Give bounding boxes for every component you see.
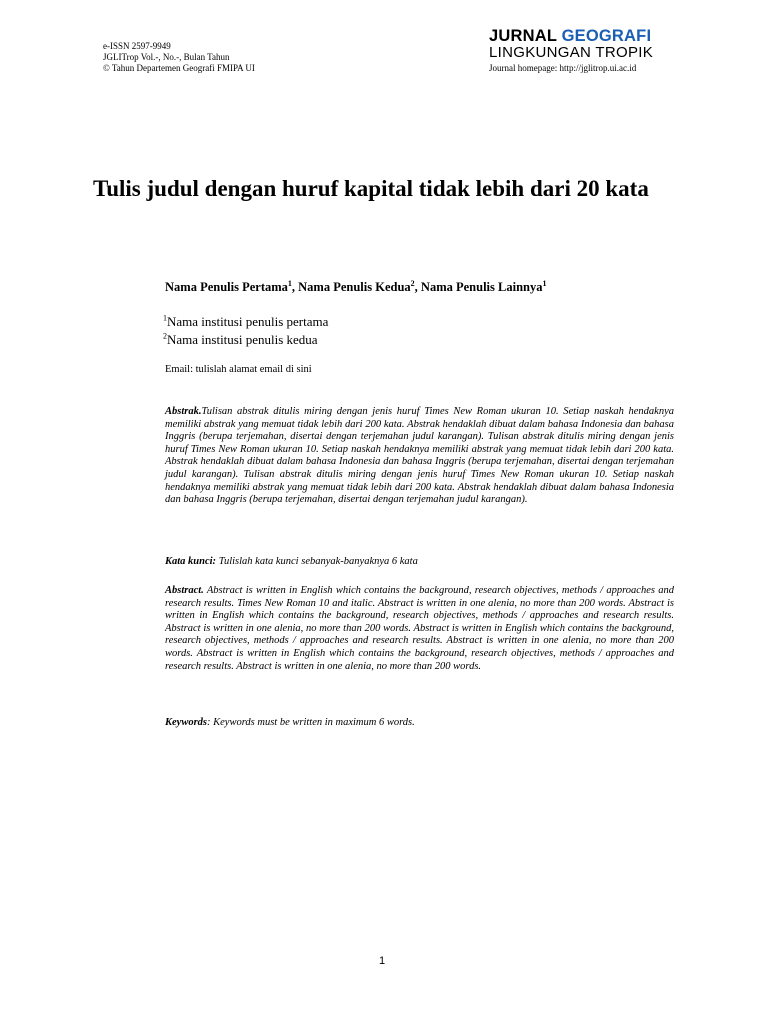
article-title: Tulis judul dengan huruf kapital tidak lebih dari 20 kata: [93, 176, 649, 201]
keywords-label: Keywords: [165, 717, 207, 728]
journal-logo: [489, 27, 679, 61]
logo-title-part1: JURNAL: [489, 27, 557, 45]
author-list: [165, 280, 546, 295]
keywords-text: : Keywords must be written in maximum 6 words.: [207, 717, 415, 728]
kata-kunci-text: Tulislah kata kunci sebanyak-banyaknya 6 kata: [216, 556, 418, 567]
author-name: Nama Penulis Lainnya: [420, 280, 543, 294]
abstrak-label: Abstrak.: [165, 406, 202, 417]
kata-kunci-label: Kata kunci:: [165, 556, 217, 567]
volume-text: JGLITrop Vol.-, No.-, Bulan Tahun: [103, 52, 230, 62]
kata-kunci: [165, 556, 674, 567]
logo-title-part2: GEOGRAFI: [561, 27, 652, 45]
author-email: Email: tulislah alamat email di sini: [165, 364, 312, 375]
author-separator: ,: [291, 280, 299, 294]
keywords: [165, 717, 674, 728]
affiliation-name: Nama institusi penulis pertama: [167, 314, 329, 329]
author-affiliation-mark: 1: [287, 278, 292, 288]
journal-meta: [103, 41, 255, 74]
author-name: Nama Penulis Kedua: [298, 280, 411, 294]
abstract-text: Abstract is written in English which contains the background, research objectives, methods / approaches and research results. Times New Roman 10 and italic. Abstract is written in one alenia, no more than 200 words. Abstract is written in English which contains the background, research objectives, methods / approaches and research results. Abstract is written in one alenia, no more than 200 words. Abstract is written in English which contains the background, research objectives, methods / approaches and research results. Abstract is written in one alenia, no more than 200 words. Abstract is written in English which contains the background, research objectives, methods / approaches and research results. Abstract is written in one alenia, no more than 200 words.: [165, 585, 674, 672]
affiliation-name: Nama institusi penulis kedua: [167, 332, 318, 347]
abstract-label: Abstract.: [165, 585, 204, 596]
affiliation-item: [163, 332, 318, 348]
issn-text: e-ISSN 2597-9949: [103, 41, 171, 51]
affiliation-mark: 1: [163, 313, 167, 323]
author-separator: ,: [414, 280, 421, 294]
author-affiliation-mark: 1: [542, 278, 547, 288]
logo-title: [489, 27, 679, 45]
author-name: Nama Penulis Pertama: [165, 280, 288, 294]
affiliation-mark: 2: [163, 331, 167, 341]
abstrak-paragraph: [165, 406, 674, 507]
abstrak-text: Tulisan abstrak ditulis miring dengan jenis huruf Times New Roman ukuran 10. Setiap naskah hendaknya memiliki abstrak yang memuat tidak lebih dari 200 kata. Abstrak hendaklah dibuat dalam bahasa Indonesia dan bahasa Inggris (berupa terjemahan, disertai dengan terjemahan judul karangan). Tulisan abstrak ditulis miring dengan jenis huruf Times New Roman ukuran 10. Setiap naskah hendaknya memiliki abstrak yang memuat tidak lebih dari 200 kata. Abstrak hendaklah dibuat dalam bahasa Indonesia dan bahasa Inggris (berupa terjemahan, disertai dengan terjemahan judul karangan). Tulisan abstrak ditulis miring dengan jenis huruf Times New Roman ukuran 10. Setiap naskah hendaknya memiliki abstrak yang memuat tidak lebih dari 200 kata. Abstrak hendaklah dibuat dalam bahasa Indonesia dan bahasa Inggris (berupa terjemahan, disertai dengan terjemahan judul karangan).: [165, 406, 674, 506]
page-number: 1: [379, 955, 386, 967]
copyright-text: © Tahun Departemen Geografi FMIPA UI: [103, 63, 255, 73]
logo-subtitle: LINGKUNGAN TROPIK: [489, 44, 654, 61]
journal-homepage[interactable]: Journal homepage: http://jglitrop.ui.ac.id: [489, 63, 637, 73]
affiliation-item: [163, 314, 328, 330]
author-affiliation-mark: 2: [410, 278, 415, 288]
abstract-paragraph: [165, 585, 674, 673]
